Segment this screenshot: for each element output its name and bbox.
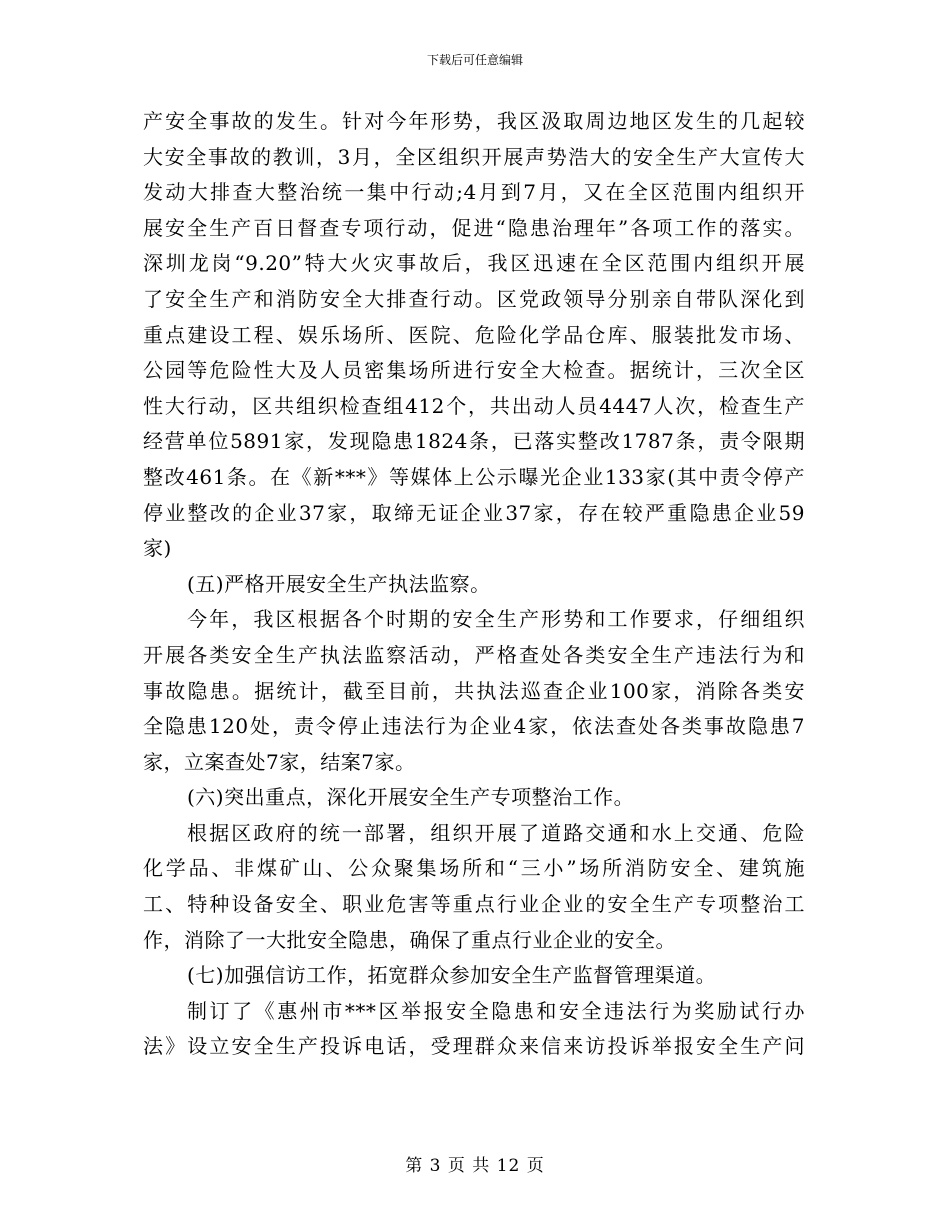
text-line: 法》设立安全生产投诉电话，受理群众来信来访投诉举报安全生产问	[143, 1034, 805, 1059]
text-line: 制订了《惠州市***区举报安全隐患和安全违法行为奖励试行办	[187, 998, 805, 1023]
text-line: 家，立案查处7家，结案7家。	[143, 749, 416, 774]
text-line: 停业整改的企业37家，取缔无证企业37家，存在较严重隐患企业59	[143, 500, 805, 525]
text-line: 深圳龙岗“9.20”特大火灾事故后，我区迅速在全区范围内组织开展	[143, 251, 805, 276]
text-line: 展安全生产百日督查专项行动，促进“隐患治理年”各项工作的落实。	[143, 215, 805, 240]
text-line: 公园等危险性大及人员密集场所进行安全大检查。据统计，三次全区	[143, 358, 805, 383]
text-line: 化学品、非煤矿山、公众聚集场所和“三小”场所消防安全、建筑施	[143, 856, 805, 881]
text-line: 全隐患120处，责令停止违法行为企业4家，依法查处各类事故隐患7	[143, 714, 805, 739]
page-header: 下载后可任意编辑	[426, 53, 523, 67]
text-line: 事故隐患。据统计，截至目前，共执法巡查企业100家，消除各类安	[143, 678, 805, 703]
text-line: 大安全事故的教训，3月，全区组织开展声势浩大的安全生产大宣传大	[143, 144, 805, 169]
text-line: 整改461条。在《新***》等媒体上公示曝光企业133家(其中责令停产	[143, 464, 805, 489]
page-footer: 第 3 页 共 12 页	[405, 1156, 545, 1176]
section-heading: (五)严格开展安全生产执法监察。	[187, 571, 491, 596]
text-line: 性大行动，区共组织检查组412个，共出动人员4447人次，检查生产	[143, 393, 805, 418]
section-heading: (六)突出重点，深化开展安全生产专项整治工作。	[187, 785, 635, 810]
text-line: 经营单位5891家，发现隐患1824条，已落实整改1787条，责令限期	[143, 429, 805, 454]
section-heading: (七)加强信访工作，拓宽群众参加安全生产监督管理渠道。	[187, 963, 717, 988]
document-body	[143, 104, 805, 1065]
text-line: 了安全生产和消防安全大排查行动。区党政领导分别亲自带队深化到	[143, 286, 805, 311]
text-line: 产安全事故的发生。针对今年形势，我区汲取周边地区发生的几起较	[143, 109, 805, 133]
text-line: 根据区政府的统一部署，组织开展了道路交通和水上交通、危险	[187, 820, 805, 845]
text-line: 作，消除了一大批安全隐患，确保了重点行业企业的安全。	[143, 927, 676, 952]
text-line: 工、特种设备安全、职业危害等重点行业企业的安全生产专项整治工	[143, 892, 805, 917]
text-line: 今年，我区根据各个时期的安全生产形势和工作要求，仔细组织	[187, 607, 805, 632]
text-line: 重点建设工程、娱乐场所、医院、危险化学品仓库、服装批发市场、	[143, 322, 805, 347]
text-line: 开展各类安全生产执法监察活动，严格查处各类安全生产违法行为和	[143, 642, 805, 667]
text-line: 家)	[143, 536, 172, 561]
text-line: 发动大排查大整治统一集中行动;4月到7月，又在全区范围内组织开	[143, 180, 805, 205]
